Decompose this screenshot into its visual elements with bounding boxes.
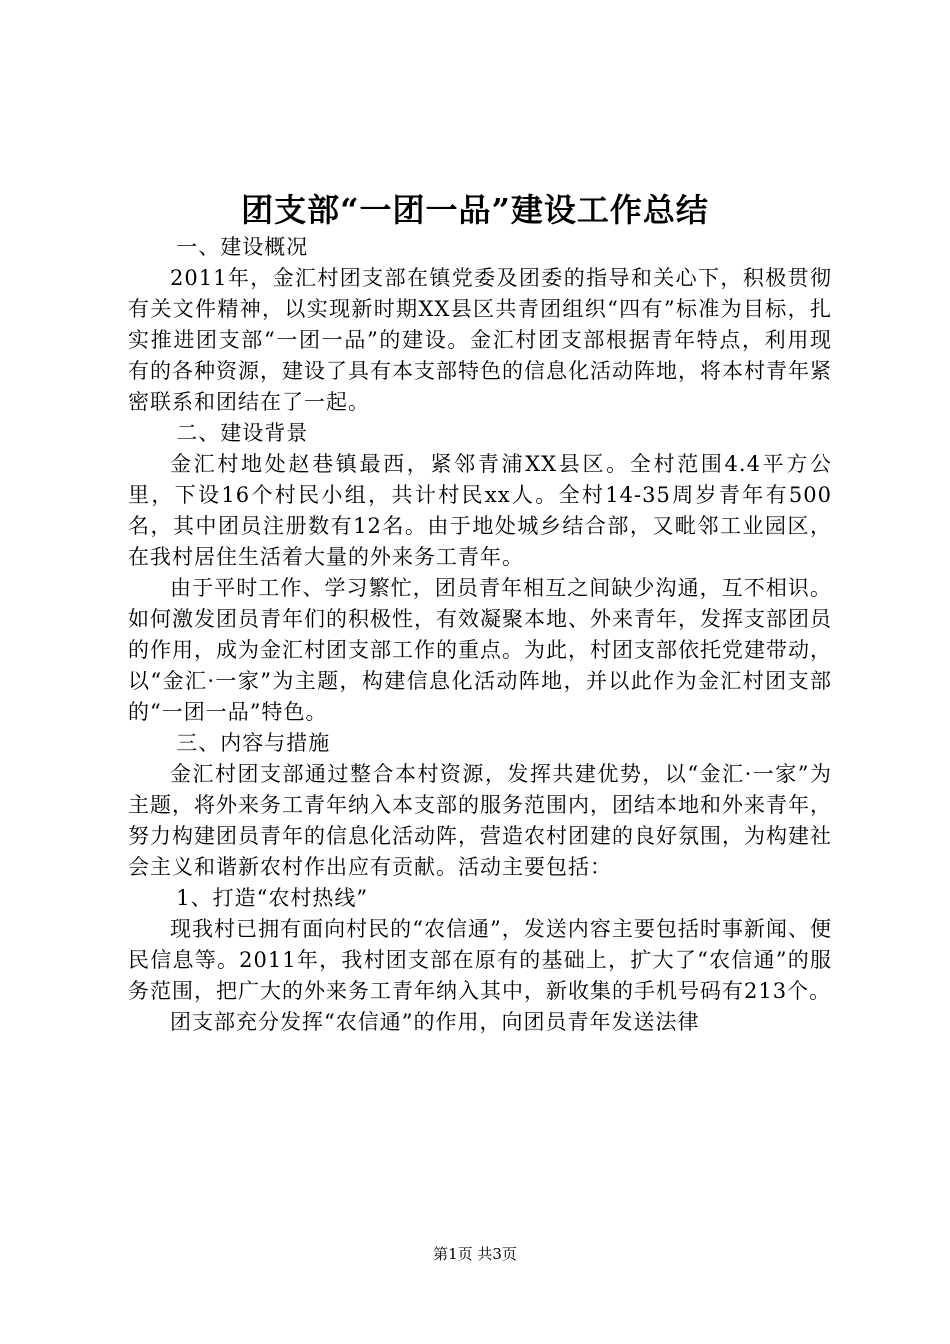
paragraph: 2011年，金汇村团支部在镇党委及团委的指导和关心下，积极贯彻有关文件精神，以实现新时期XX县区共青团组织“四有”标准为目标，扎实推进团支部“一团一品”的建设。金汇村团支部根据青年特点，利用现有的各种资源，建设了具有本支部特色的信息化活动阵地，将本村青年紧密联系和团结在了一起。: [128, 266, 832, 414]
paragraph: 团支部充分发挥“农信通”的作用，向团员青年发送法律: [170, 1010, 700, 1034]
paragraph: 金汇村团支部通过整合本村资源，发挥共建优势，以“金汇·一家”为主题，将外来务工青年纳入本支部的服务范围内，团结本地和外来青年，努力构建团员青年的信息化活动阵，营造农村团建的良好氛围，为构建社会主义和谐新农村作出应有贡献。活动主要包括：: [128, 762, 832, 879]
subsection-heading-hotline: 1、打造“农村热线”: [176, 886, 369, 910]
paragraph: 现我村已拥有面向村民的“农信通”，发送内容主要包括时事新闻、便民信息等。2011年，我村团支部在原有的基础上，扩大了“农信通”的服务范围，把广大的外来务工青年纳入其中，新收集的手机号码有213个。: [128, 917, 832, 1003]
paragraph: 金汇村地处赵巷镇最西，紧邻青浦XX县区。全村范围4.4平方公里，下设16个村民小组，共计村民xx人。全村14-35周岁青年有500名，其中团员注册数有12名。由于地处城乡结合部，又毗邻工业园区，在我村居住生活着大量的外来务工青年。: [128, 452, 832, 569]
page-footer: 第1页 共3页: [433, 1245, 517, 1263]
paragraph: 由于平时工作、学习繁忙，团员青年相互之间缺少沟通，互不相识。如何激发团员青年们的积极性，有效凝聚本地、外来青年，发挥支部团员的作用，成为金汇村团支部工作的重点。为此，村团支部依托党建带动，以“金汇·一家”为主题，构建信息化活动阵地，并以此作为金汇村团支部的“一团一品”特色。: [128, 576, 832, 724]
section-heading-measures: 三、内容与措施: [176, 731, 331, 755]
section-heading-overview: 一、建设概况: [176, 235, 309, 259]
document-body: [128, 232, 832, 1038]
section-heading-background: 二、建设背景: [176, 421, 309, 445]
document-title: 团支部“一团一品”建设工作总结: [241, 191, 709, 229]
